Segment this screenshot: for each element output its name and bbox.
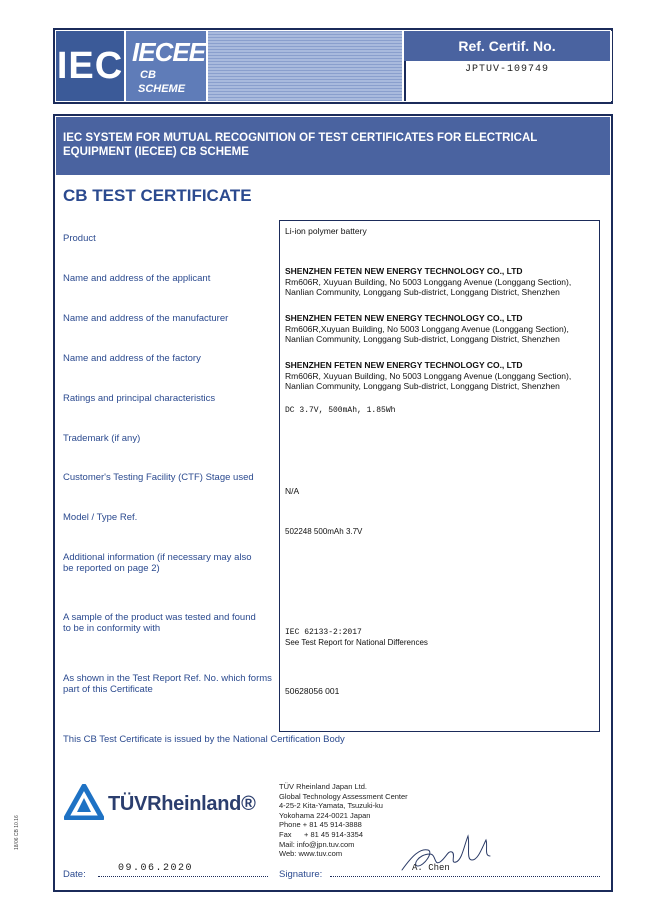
value-manufacturer-address: Rm606R,Xuyuan Building, No 5003 Longgang Avenue (Longgang Section), Nanlian Community, Longgang Sub-district, Longgang District, Shenzhen: [285, 324, 569, 344]
date-label: Date:: [63, 869, 86, 880]
signature-label: Signature:: [279, 869, 323, 880]
label-report: As shown in the Test Report Ref. No. which forms part of this Certificate: [63, 673, 272, 695]
value-applicant-name: SHENZHEN FETEN NEW ENERGY TECHNOLOGY CO., LTD: [285, 266, 523, 276]
date-line: [98, 876, 268, 877]
certificate-title: CB TEST CERTIFICATE: [63, 186, 252, 205]
iec-logo: IEC: [56, 31, 124, 101]
value-ratings: DC 3.7V, 500mAh, 1.85Wh: [285, 406, 396, 415]
label-sample: A sample of the product was tested and found to be in conformity with: [63, 612, 256, 634]
value-ctf: N/A: [285, 486, 300, 496]
issued-statement: This CB Test Certificate is issued by the National Certification Body: [63, 734, 345, 745]
label-ctf: Customer's Testing Facility (CTF) Stage used: [63, 472, 254, 483]
value-applicant-address: Rm606R, Xuyuan Building, No 5003 Longgang Avenue (Longgang Section), Nanlian Community, Longgang Sub-district, Longgang District, Shenzhen: [285, 277, 572, 297]
value-product: Li-ion polymer battery: [285, 226, 367, 236]
value-standard: IEC 62133-2:2017: [285, 628, 362, 637]
tuv-address-line: Web: www.tuv.com: [279, 849, 343, 859]
tuv-triangle-icon: [64, 784, 104, 820]
signatory-name: A. Chen: [412, 863, 450, 873]
signature-line: [330, 876, 600, 877]
scheme-logo-text: SCHEME: [138, 83, 186, 95]
iecee-logo: [126, 31, 206, 101]
tuv-address-line: TÜV Rheinland Japan Ltd.: [279, 782, 367, 791]
tuv-brand: TÜVRheinland®: [108, 793, 256, 815]
label-product: Product: [63, 233, 96, 244]
label-manufacturer: Name and address of the manufacturer: [63, 313, 229, 324]
tuv-address-line: Global Technology Assessment Center: [279, 791, 408, 801]
tuv-address-line: Mail: info@jpn.tuv.com: [279, 839, 355, 849]
date-value: 09.06.2020: [118, 863, 194, 874]
tuv-address-line: Phone + 81 45 914-3888: [279, 820, 362, 830]
tuv-address: [279, 782, 408, 859]
label-model: Model / Type Ref.: [63, 512, 138, 523]
value-manufacturer-name: SHENZHEN FETEN NEW ENERGY TECHNOLOGY CO., LTD: [285, 313, 523, 323]
ref-title: Ref. Certif. No.: [404, 31, 610, 61]
label-factory: Name and address of the factory: [63, 353, 201, 364]
value-factory-name: SHENZHEN FETEN NEW ENERGY TECHNOLOGY CO., LTD: [285, 360, 523, 370]
label-trademark: Trademark (if any): [63, 433, 141, 444]
value-factory-address: Rm606R, Xuyuan Building, No 5003 Longgang Avenue (Longgang Section), Nanlian Community, Longgang Sub-district, Longgang District, Shenzhen: [285, 371, 572, 391]
iecee-logo-text: IECEE: [132, 37, 206, 67]
tuv-address-line: Fax + 81 45 914-3354: [279, 829, 364, 839]
label-applicant: Name and address of the applicant: [63, 273, 211, 284]
value-model: 502248 500mAh 3.7V: [285, 527, 363, 536]
label-additional: Additional information (if necessary may also be reported on page 2): [63, 552, 252, 574]
cb-logo-text: CB: [140, 69, 156, 81]
logo-block: [56, 31, 402, 101]
form-code: 18/06 CB 10.16: [14, 815, 20, 850]
logo-pattern: [208, 31, 402, 101]
label-ratings: Ratings and principal characteristics: [63, 393, 216, 404]
ref-number: JPTUV-109749: [464, 64, 549, 75]
tuv-address-line: 4-25-2 Kita-Yamata, Tsuzuki-ku: [279, 801, 383, 811]
system-text: IEC SYSTEM FOR MUTUAL RECOGNITION OF TEST CERTIFICATES FOR ELECTRICAL EQUIPMENT (IECEE) CB SCHEME: [63, 132, 538, 158]
value-report-number: 50628056 001: [285, 686, 340, 696]
value-standard-note: See Test Report for National Differences: [285, 638, 428, 647]
tuv-address-line: Yokohama 224-0021 Japan: [279, 810, 371, 820]
